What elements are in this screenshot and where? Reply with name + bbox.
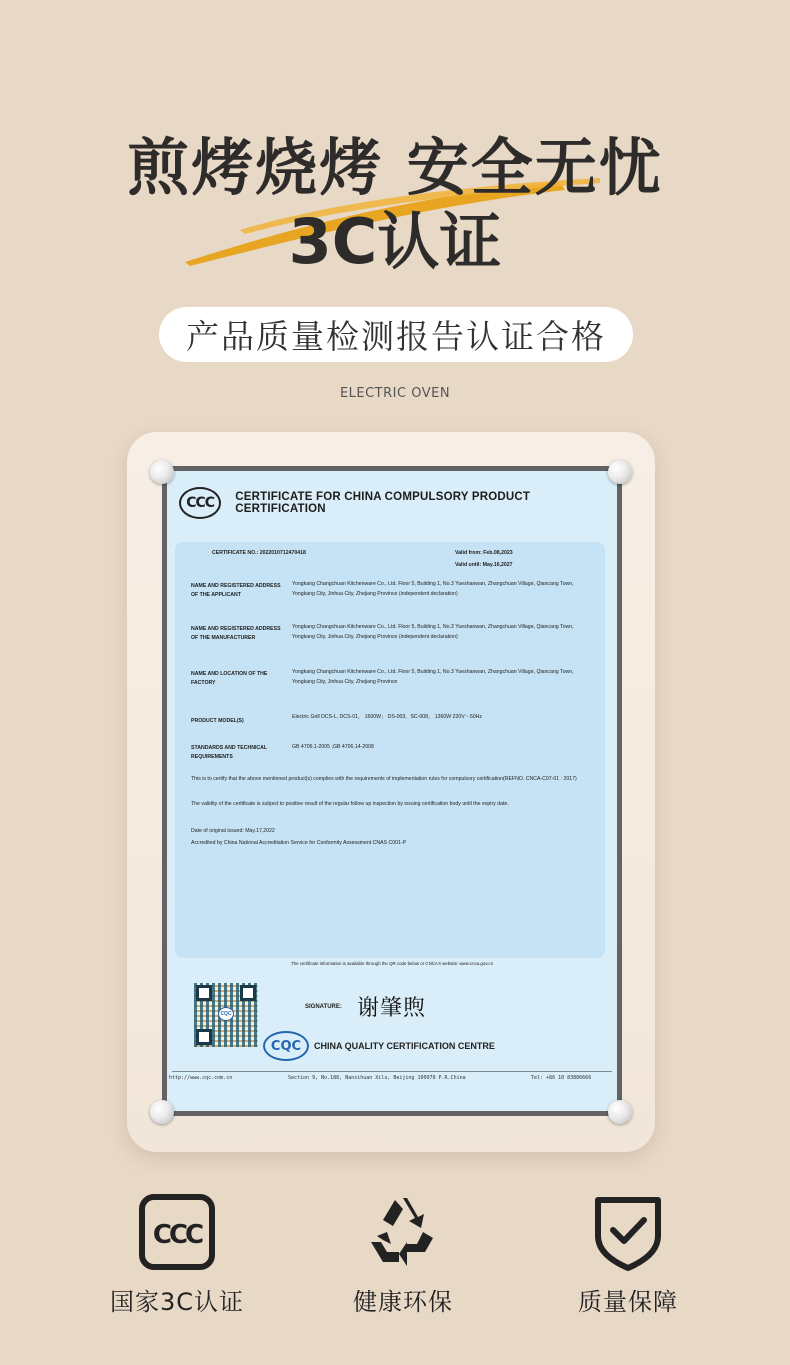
centre-name: CHINA QUALITY CERTIFICATION CENTRE bbox=[314, 1041, 495, 1051]
certificate-frame bbox=[162, 466, 622, 1116]
product-model-value: Electric Grill DCS-L, DCS-01， 1500W； DS-003，SC-008， 1360W 220V～50Hz bbox=[292, 714, 482, 720]
manufacturer-value: Yongkang Changchuan Kitchenware Co., Ltd. Floor 5, Building 1, No.3 Yueshanwan, Zhangchuan Village, Qiancang Town, Yongkang City, Jinhua City, Zhejiang Province (independent declaration) bbox=[292, 624, 574, 640]
screw-top-left bbox=[150, 460, 174, 484]
badge-eco-label: 健康环保 bbox=[353, 1288, 453, 1316]
certificate-number: CERTIFICATE NO.: 2022010712470418 bbox=[212, 550, 306, 556]
valid-from: Valid from: Feb.08,2023 bbox=[455, 550, 513, 556]
certificate-title: CERTIFICATE FOR CHINA COMPULSORY PRODUCT CERTIFICATION bbox=[235, 491, 531, 515]
valid-until: Valid until: May.16,2027 bbox=[455, 562, 513, 568]
qr-center-logo bbox=[218, 1007, 234, 1021]
footer-tel: Tel: +86 10 83886666 bbox=[531, 1075, 592, 1081]
screw-top-right bbox=[608, 460, 632, 484]
original-issue-date: Date of original issued: May.17,2022 bbox=[191, 828, 275, 834]
product-subtitle: ELECTRIC OVEN bbox=[339, 386, 451, 401]
product-model-label: PRODUCT MODEL(S) bbox=[191, 718, 244, 724]
footer-url: http://www.cqc.com.cn bbox=[169, 1075, 233, 1081]
badge-quality-label: 质量保障 bbox=[578, 1288, 678, 1316]
factory-value: Yongkang Changchuan Kitchenware Co., Ltd. Floor 5, Building 1, No.3 Yueshanwan, Zhangchuan Village, Qiancang Town, Yongkang City, Jinhua City, Zhejiang Province bbox=[292, 669, 574, 685]
standards-value: GB 4706.1-2005 ;GB 4706.14-2008 bbox=[292, 744, 374, 750]
certify-statement: This is to certify that the above mentioned product(s) complies with the requirements of implementation rules for compulsory certification(REFNO. CNCA-C07-01 : 2017) bbox=[191, 776, 577, 782]
signature: 谢肇煦 bbox=[357, 996, 427, 1021]
signature-label: SIGNATURE: bbox=[305, 1004, 342, 1010]
qr-code[interactable] bbox=[194, 983, 258, 1047]
qr-note: The certificate information is available through the QR code below or CNCA's website: www.cnca.gov.cn bbox=[290, 961, 494, 966]
screw-bottom-left bbox=[150, 1100, 174, 1124]
feature-badges bbox=[0, 1192, 790, 1322]
ccc-icon bbox=[137, 1192, 217, 1272]
standards-label: STANDARDS AND TECHNICAL REQUIREMENTS bbox=[191, 745, 267, 760]
qr-corner bbox=[196, 985, 212, 1001]
ccc-logo: CCC bbox=[179, 487, 221, 519]
qr-corner bbox=[196, 1029, 212, 1045]
screw-bottom-right bbox=[608, 1100, 632, 1124]
certificate bbox=[167, 471, 617, 1111]
recycle-icon bbox=[363, 1192, 443, 1272]
cqc-logo: CQC bbox=[263, 1031, 309, 1061]
badge-3c-label: 国家3C认证 bbox=[109, 1288, 245, 1316]
headline-line1: 煎烤烧烤 安全无忧 bbox=[127, 131, 663, 204]
applicant-label: NAME AND REGISTERED ADDRESS OF THE APPLICANT bbox=[191, 583, 281, 598]
applicant-value: Yongkang Changchuan Kitchenware Co., Ltd. Floor 5, Building 1, No.3 Yueshanwan, Zhangchuan Village, Qiancang Town, Yongkang City, Jinhua City, Zhejiang Province (independent declaration) bbox=[292, 581, 574, 597]
qr-center-logo-text: CQC bbox=[220, 1011, 232, 1017]
certification-pill: 产品质量检测报告认证合格 bbox=[159, 307, 633, 362]
ccc-icon-text: CCC bbox=[152, 1220, 202, 1250]
shield-check-icon bbox=[588, 1192, 668, 1272]
manufacturer-label: NAME AND REGISTERED ADDRESS OF THE MANUFACTURER bbox=[191, 626, 281, 641]
footer-divider bbox=[172, 1071, 612, 1072]
certificate-header bbox=[179, 483, 607, 523]
qr-corner bbox=[240, 985, 256, 1001]
headline-line2: 3C认证 bbox=[288, 205, 502, 278]
validity-statement: The validity of the certificate is subject to positive result of the regular follow up inspection by issuing certification body until the expiry date. bbox=[191, 801, 509, 807]
factory-label: NAME AND LOCATION OF THE FACTORY bbox=[191, 671, 268, 686]
footer-address: Section 9, No.188, Nansihuan Xilu, Beijing 100070 P.R.China bbox=[288, 1075, 466, 1081]
accreditation-statement: Accredited by China National Accreditation Service for Conformity Assessment CNAS C001-P bbox=[191, 840, 407, 846]
